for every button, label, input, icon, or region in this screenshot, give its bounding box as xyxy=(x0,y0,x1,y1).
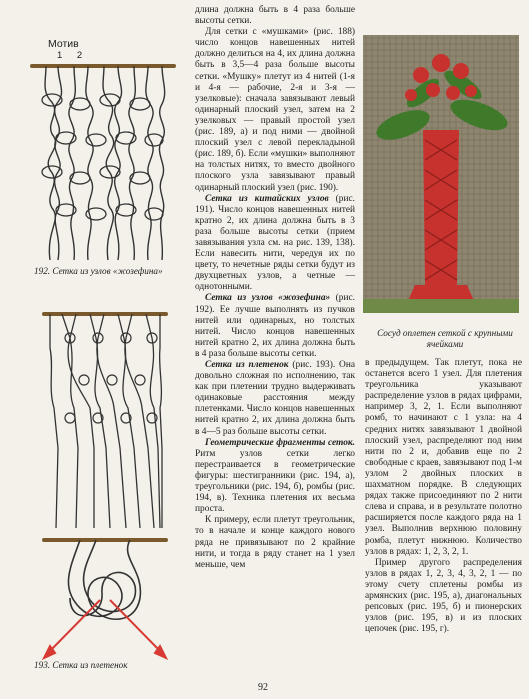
figure-193-caption: 193. Сетка из плетенок xyxy=(34,660,128,670)
photo-caption: Сосуд оплетен сеткой с крупными ячейками xyxy=(377,328,513,349)
paragraph: К примеру, если плетут треугольник, то в начале и конце каждого нового ряда не привязывают по 2 крайние нити, и тогда в ряду станет на 1 узел меньше, чем xyxy=(195,515,355,570)
paragraph-body: (рис. 191). Число концов навешенных нитей кратно 2, их длина должна быть в 3 раза больше высоты сетки (прием завязывания узла см. на рис. 139, 138). Если навесить нити, чередуя их по цвету, то нечетные ряды сетки будут из двухцветных узлов, а четные — однотонными. xyxy=(195,193,355,293)
vase-photo xyxy=(363,35,519,313)
paragraph xyxy=(195,360,355,438)
motif-label: Мотив xyxy=(48,38,79,50)
text-column-middle xyxy=(195,5,355,571)
paragraph-body: (рис. 193). Она довольно сложная по исполнению, так как при плетении трудно выдерживать одинаковые расстояния между плетенками. Число концов навешенных нитей кратно 2, их длина должна быть в 4—5 раз больше высоты сетки. xyxy=(195,360,355,437)
paragraph: длина должна быть в 4 раза больше высоты сетки. xyxy=(195,5,355,27)
subheading: Сетка из плетенок xyxy=(205,360,289,370)
page-number: 92 xyxy=(258,682,268,693)
subheading: Геометрические фрагменты сеток. xyxy=(205,437,355,448)
paragraph xyxy=(195,194,355,294)
paragraph-body: (рис. 192). Ее лучше выполнять из пучков нитей или одинарных, но толстых нитей. Число концов навешенных нитей кратно 2, их длина должна быть в 4 раза больше высоты сетки. xyxy=(195,293,355,359)
motif-numbers: 1 2 xyxy=(57,50,89,61)
paragraph xyxy=(195,438,355,516)
figure-192-knot-net xyxy=(28,60,178,265)
subheading: Сетка из узлов «жозефина» xyxy=(205,293,331,304)
paragraph xyxy=(195,293,355,360)
paragraph: Пример другого распределения узлов в рядах 1, 2, 3, 4, 3, 2, 1 — по этому счету сплетены ромбы из армянских (рис. 195, а), диагональных репсовых (рис. 195, б) и пионерских узлов (рис. 195, в) и из плоских цепочек (рис. 195, г). xyxy=(365,557,522,635)
text-column-right xyxy=(365,358,522,635)
paragraph: Для сетки с «мушками» (рис. 188) число концов навешенных нитей должно делиться на 4, их длина должна быть в 3,5—4 раза больше высоты сетки. «Мушку» плетут из 4 нитей (1-я и 4-я — рабочие, 2-я и 3-я — узелковые): сначала завязывают левый одинарный плоский узел, затем на 2 узелковых — правый простой узел (рис. 189, а) и под ними — двойной плоский узел с левой перекладыной (рис. 189, б). Если «мушки» выполняют на толстых нитях, то вместо двойного плоского узла завязывают правый одинарный плоский узел (рис. 190). xyxy=(195,27,355,193)
subheading: Сетка из китайских узлов xyxy=(205,193,329,204)
paragraph: в предыдущем. Так плетут, пока не останется всего 1 узел. Для плетения треугольника указывают распределение узлов в рядах цифрами, например 3, 2, 1. Если выполняют ромб, то начинают с 1 узла: на 4 средних нитях завязывают 1 двойной плоский узел, распределяют под ним нити по 2 и, добавив еще по 2 свободные с краев, завязывают под 1-м узлом 2 двойных плоских в шахматном порядке. В следующих рядах также присоединяют по 2 нити слева и справа, и в результате полотно расширяется после каждого ряда на 1 узел. Выполнив верхнюю половину ромба, плетут нижнюю. Количество узлов в рядах: 1, 2, 3, 2, 1. xyxy=(365,358,522,557)
figure-192-caption: 192. Сетка из узлов «жозефина» xyxy=(34,266,163,276)
paragraph-body: Ритм узлов сетки легко перестраивается в геометрические фигуры: шестигранники (рис. 194, а), треугольники (рис. 194, б), ромбы (рис. 194, в). Техника плетения их весьма проста. xyxy=(195,448,355,515)
figure-193-braid-net xyxy=(40,308,170,660)
